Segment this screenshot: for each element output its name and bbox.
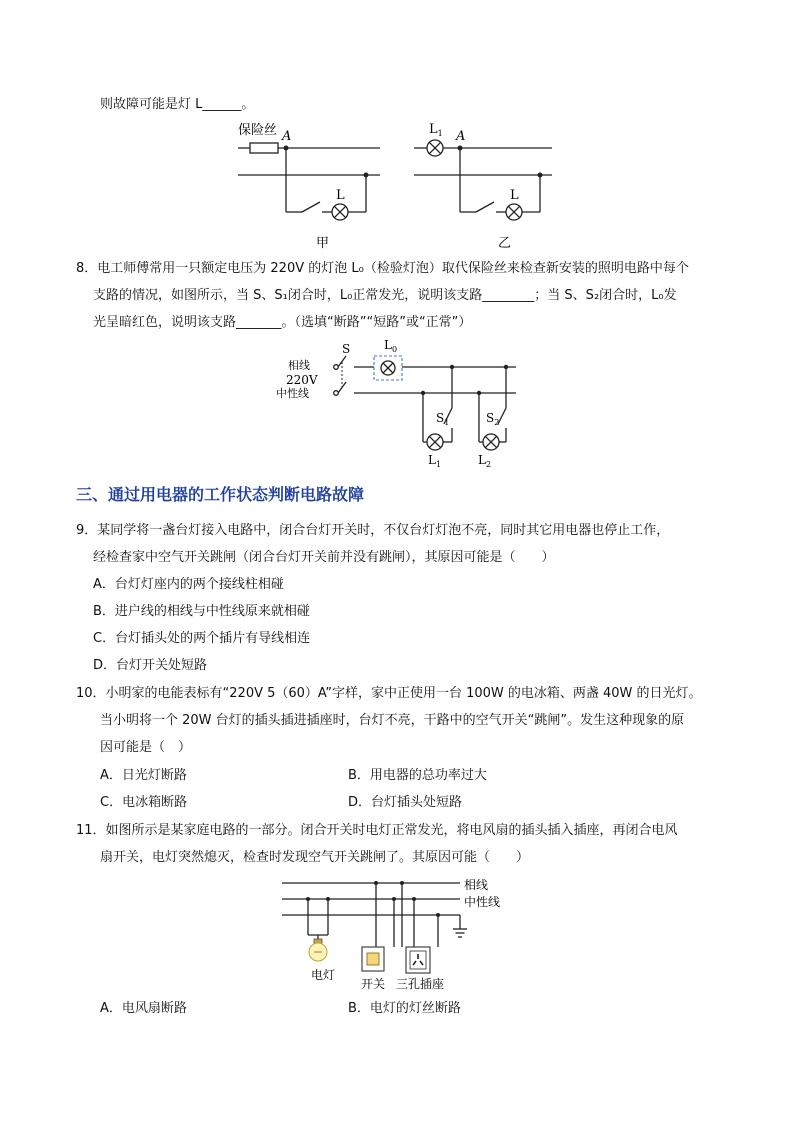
circuit-yi: [414, 122, 552, 251]
q9-option-c: C．台灯插头处的两个插片有导线相连: [93, 631, 311, 646]
lamp-l1-icon: [427, 140, 443, 156]
q11-option-b: B．电灯的灯丝断路: [348, 1001, 461, 1016]
lamp-l2-label: $L_2$: [478, 453, 492, 469]
caption-jia: 甲: [316, 236, 330, 251]
q10-option-b: B．用电器的总功率过大: [348, 768, 487, 783]
lamp-label: 电灯: [311, 968, 336, 982]
point-a-label: A: [282, 129, 292, 144]
lamp-l-icon: [332, 204, 348, 220]
lamp-l2-icon: [483, 434, 499, 450]
switch-s-label: S: [342, 342, 351, 356]
switch-s2-label: $S_2$: [486, 411, 500, 427]
light-bulb-icon: [309, 939, 327, 961]
q11-line2: 扇开关，电灯突然熄灭，检查时发现空气开关跳闸了。其原因可能（ ）: [100, 850, 530, 865]
switch-blade: [302, 202, 320, 212]
point-a-label-yi: A: [456, 129, 466, 144]
lamp-l-yi-label: L: [510, 188, 519, 203]
lamp-l1-icon: [427, 434, 443, 450]
q9-line1: 9．某同学将一盏台灯接入电路中，闭合台灯开关时，不仅台灯灯泡不亮，同时其它用电器也停止工作，: [76, 523, 670, 538]
q8-line3: 光呈暗红色，说明该支路_______。（选填“断路”“短路”或“正常”）: [93, 315, 472, 330]
q11-line1: 11．如图所示是某家庭电路的一部分。闭合开关时电灯正常发光，将电风扇的插头插入插座，再闭合电风: [76, 823, 678, 838]
lamp-l1-label: $L_1$: [428, 453, 442, 469]
q9-option-b: B．进户线的相线与中性线原来就相碰: [93, 604, 310, 619]
q9-option-d: D．台灯开关处短路: [93, 658, 208, 673]
ground-icon: [453, 929, 467, 937]
q9-line2: 经检查家中空气开关跳闸（闭合台灯开关前并没有跳闸），其原因可能是（ ）: [93, 550, 555, 565]
figure-fuse-circuits: [230, 120, 570, 255]
lamp-l1-label: $L_1$: [429, 122, 443, 138]
figure-household-circuit: [278, 875, 518, 995]
socket-label: 三孔插座: [396, 977, 445, 991]
lamp-l0-label: $L_0$: [384, 338, 398, 354]
lamp-l-yi-icon: [506, 204, 522, 220]
q10-line3: 因可能是（ ）: [100, 740, 192, 755]
neutral-wire-label: 中性线: [464, 895, 501, 909]
wall-switch-icon: [362, 947, 384, 971]
switch-label: 开关: [361, 977, 386, 991]
three-hole-socket-icon: [406, 947, 430, 973]
switch-s1-label: $S_1$: [436, 411, 450, 427]
circuit-jia: [238, 123, 380, 251]
lamp-l-label: L: [336, 188, 345, 203]
voltage-label: 220V: [286, 373, 318, 387]
fuse: [250, 143, 278, 153]
q11-option-a: A．电风扇断路: [100, 1001, 187, 1016]
fuse-label: 保险丝: [238, 123, 278, 138]
q7-tail: 则故障可能是灯 L______。: [100, 97, 255, 112]
q10-option-d: D．台灯插头处短路: [348, 795, 463, 810]
live-wire-label: 相线: [464, 878, 489, 892]
caption-yi: 乙: [498, 236, 512, 251]
q10-option-c: C．电冰箱断路: [100, 795, 188, 810]
q10-line2: 当小明将一个 20W 台灯的插头插进插座时，台灯不亮，干路中的空气开关“跳闸”。发生这种现象的原: [100, 713, 685, 728]
q8-line1: 8．电工师傅常用一只额定电压为 220V 的灯泡 L₀（检验灯泡）取代保险丝来检查新安装的照明电路中每个: [76, 261, 689, 276]
section-heading: 三、通过用电器的工作状态判断电路故障: [76, 485, 365, 504]
test-lamp-l0-icon: [381, 361, 395, 375]
q10-option-a: A．日光灯断路: [100, 768, 187, 783]
q10-line1: 10．小明家的电能表标有“220V 5（60）A”字样，家中正使用一台 100W 的电冰箱、两盏 40W 的日光灯。: [76, 686, 702, 701]
live-wire-label: 相线: [288, 359, 310, 372]
q8-line2: 支路的情况，如图所示，当 S、S₁闭合时，L₀正常发光，说明该支路________；当 S、S₂闭合时，L₀发: [93, 288, 677, 303]
figure-test-lamp-circuit: [270, 338, 530, 473]
neutral-wire-label: 中性线: [276, 387, 309, 400]
q9-option-a: A．台灯灯座内的两个接线柱相碰: [93, 577, 284, 592]
